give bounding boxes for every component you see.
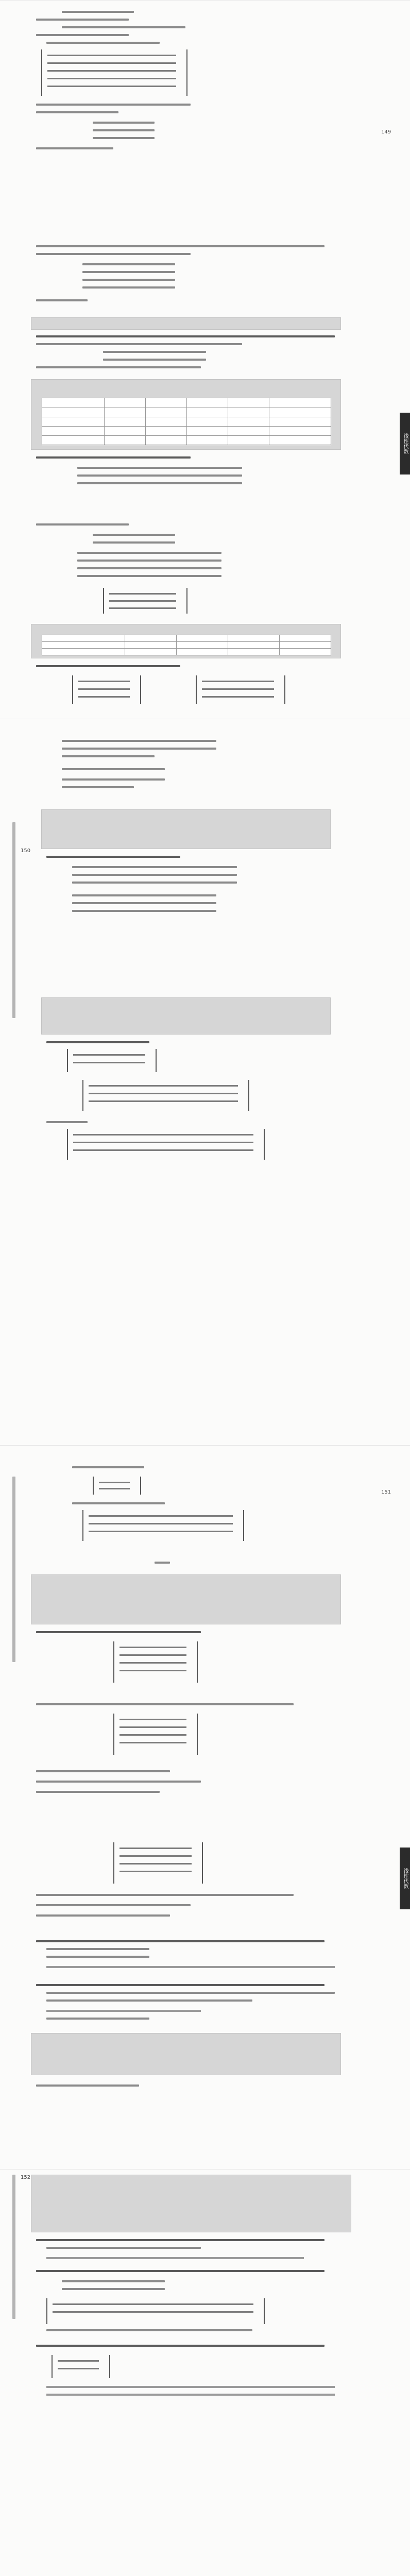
text-line [46,1041,149,1043]
text-line [93,122,155,124]
matrix [196,675,285,704]
text-line [36,1904,191,1906]
text-line [36,1770,170,1772]
text-line [62,11,134,13]
exercise-box [31,1574,341,1624]
text-line [93,541,175,544]
text-line [72,866,237,868]
matrix [72,675,141,704]
text-line [77,552,221,554]
text-line [36,665,180,667]
example-box [31,624,341,658]
text-line [36,343,242,345]
text-line [36,1984,324,1986]
matrix [103,588,187,614]
options-row [46,2010,201,2012]
text-line [77,474,242,477]
matrix [82,1510,244,1541]
matrix [113,1714,198,1755]
text-line [46,1121,88,1123]
example-box [31,317,341,330]
text-line [72,1502,165,1504]
text-line [46,2018,149,2020]
options-row [46,2386,335,2388]
text-line [62,740,216,742]
text-line [36,1791,160,1793]
text-line [36,1940,324,1942]
text-line [46,2247,201,2249]
matrix [46,2298,265,2324]
matrix [93,1477,141,1495]
matrix [67,1049,157,1072]
text-line [36,111,118,113]
text-line [103,359,206,361]
text-line [93,129,155,131]
text-line [77,567,221,569]
matrix [113,1641,198,1683]
text-line [36,2345,324,2347]
text-line [36,104,191,106]
text-line [46,1992,335,1994]
text-line [36,34,129,36]
text-line [36,147,113,149]
exercise-box [31,2175,351,2232]
text-line [46,42,160,44]
text-line [72,894,216,896]
text-line [82,279,175,281]
text-line [72,882,237,884]
text-line [36,2239,324,2241]
text-line [36,1781,201,1783]
running-head-bar [12,2175,15,2319]
matrix [52,2355,110,2378]
example-box [41,997,331,1035]
text-line [36,523,129,526]
text-line [72,1466,144,1468]
page-number: 151 [381,1489,391,1495]
text-line [46,1956,149,1958]
running-head-bar [12,1477,15,1662]
matrix [67,1129,265,1160]
page-4 [0,2169,410,2576]
text-line [82,263,175,265]
text-line [93,137,155,139]
text-line [46,1948,149,1950]
text-line [36,245,324,247]
text-line [62,2288,165,2290]
text-line [46,2329,252,2331]
text-line [36,19,129,21]
text-line [36,1631,201,1633]
text-line [72,910,216,912]
exercise-box [31,2033,341,2075]
options-row [46,1966,335,1968]
page-3 [0,1445,410,2170]
text-line [62,768,165,770]
text-line [46,1999,252,2002]
chapter-tab: 线性代数 [400,1848,410,1909]
text-line [36,1703,294,1705]
text-line [77,560,221,562]
text-line [72,874,237,876]
page-1 [0,0,410,719]
matrix [82,1080,249,1111]
text-line [62,786,134,788]
text-line [77,575,221,577]
text-line [36,2270,324,2272]
text-line [93,534,175,536]
chapter-tab: 线性代数 [400,413,410,474]
example-box [31,379,341,450]
page-number: 152 [21,2175,31,2180]
text-line [155,1562,170,1564]
text-line [62,748,216,750]
page-number: 150 [21,848,31,854]
options-row [46,2257,304,2259]
text-line [82,271,175,273]
text-line [36,299,88,301]
text-line [62,755,155,757]
text-line [82,286,175,289]
text-line [103,351,206,353]
text-line [36,2084,139,2087]
text-line [36,1894,294,1896]
text-line [36,366,201,368]
text-line [77,467,242,469]
text-line [46,856,180,858]
options-row [46,2394,335,2396]
text-line [36,335,335,337]
matrix [113,1842,203,1884]
text-line [62,26,185,28]
text-line [62,778,165,781]
running-head-bar [12,822,15,1018]
example-box [41,809,331,849]
matrix [41,49,187,96]
text-line [62,2280,165,2282]
text-line [72,902,216,904]
text-line [36,253,191,255]
page-2 [0,719,410,1446]
text-line [36,456,191,459]
page-number: 149 [381,129,391,135]
text-line [77,482,242,484]
text-line [36,1914,170,1917]
